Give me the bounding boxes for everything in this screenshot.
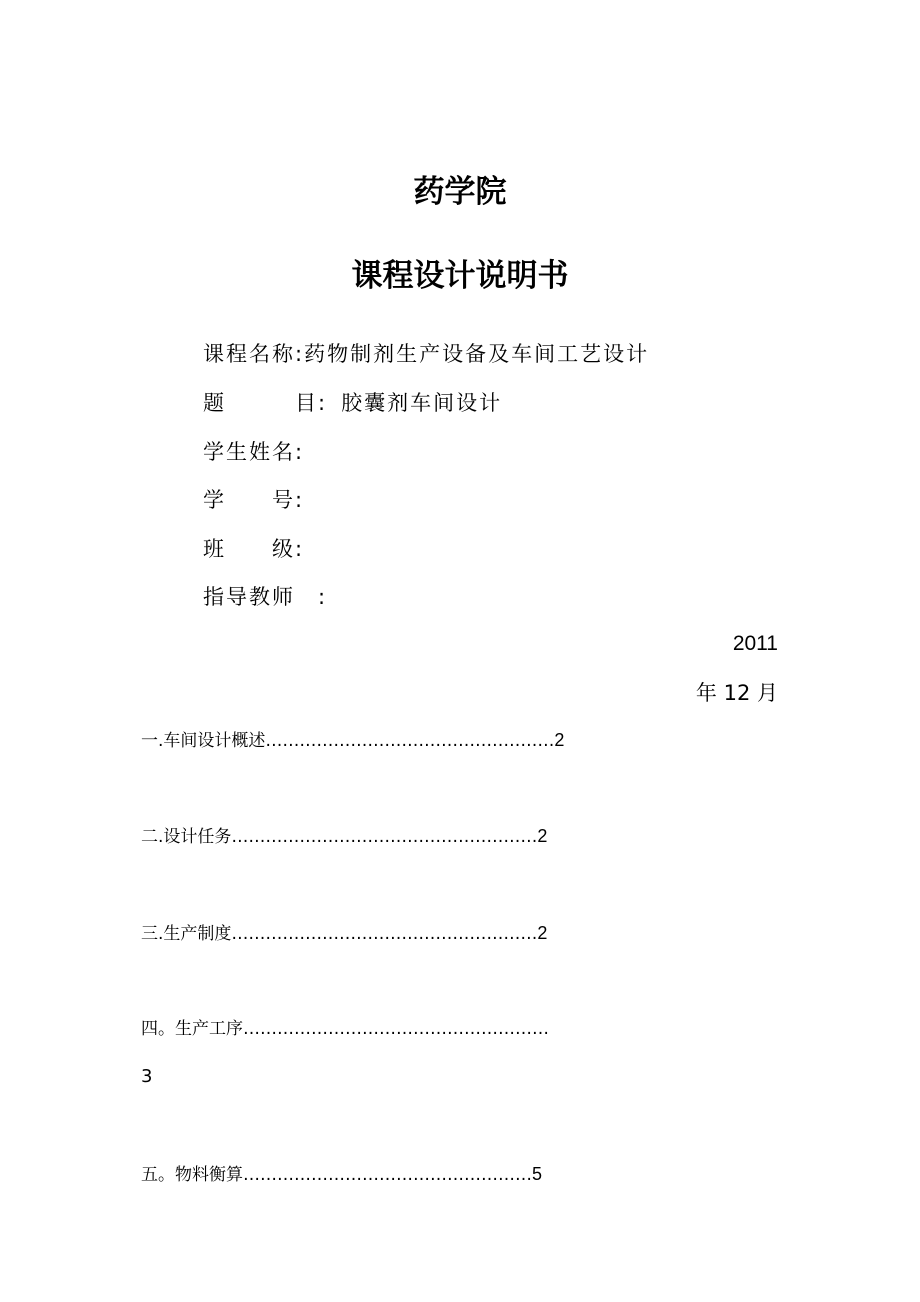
toc-item-title: 四。生产工序 [141,1019,243,1039]
toc-item[interactable] [141,824,547,849]
field-label: 班 级: [203,537,305,561]
document-title: 课程设计说明书 [351,258,569,294]
toc-item-page: 2 [554,730,565,750]
toc-item[interactable] [141,921,547,946]
field-label: 学生姓名: [203,440,305,464]
field-student-id [203,485,304,515]
field-course-name [203,339,649,369]
toc-item-page: 2 [537,923,548,943]
toc-item[interactable] [141,728,564,753]
toc-leader-dots: …………………………………………… [243,1165,532,1185]
toc-item-title: 二.设计任务 [141,827,232,847]
toc-item-page: 5 [532,1164,543,1184]
toc-leader-dots: …………………………………………… [265,731,555,751]
field-label: 学 号: [203,488,305,512]
date-month: 年 12 月 [695,681,778,705]
field-student-name [203,437,304,467]
field-label: 题 目: [203,391,328,415]
toc-item-title: 一.车间设计概述 [141,731,266,751]
field-value: 药物制剂生产设备及车间工艺设计 [304,342,650,366]
field-topic [203,388,502,418]
toc-item[interactable] [141,1017,549,1041]
toc-leader-dots: ……………………………………………… [243,1019,549,1039]
toc-leader-dots: ……………………………………………… [231,827,538,847]
school-name: 药学院 [413,174,507,210]
toc-item[interactable] [141,1162,542,1187]
toc-item-page: 3 [141,1066,153,1087]
field-value: 胶囊剂车间设计 [341,391,503,415]
field-advisor [203,582,327,612]
toc-item-page: 2 [537,826,548,846]
field-label: 课程名称: [203,342,305,366]
field-class [203,534,304,564]
toc-item-title: 三.生产制度 [141,924,232,944]
toc-leader-dots: ……………………………………………… [231,924,538,944]
date-year: 2011 [732,632,778,655]
field-label: 指导教师 : [203,585,328,609]
toc-item-title: 五。物料衡算 [141,1165,243,1185]
